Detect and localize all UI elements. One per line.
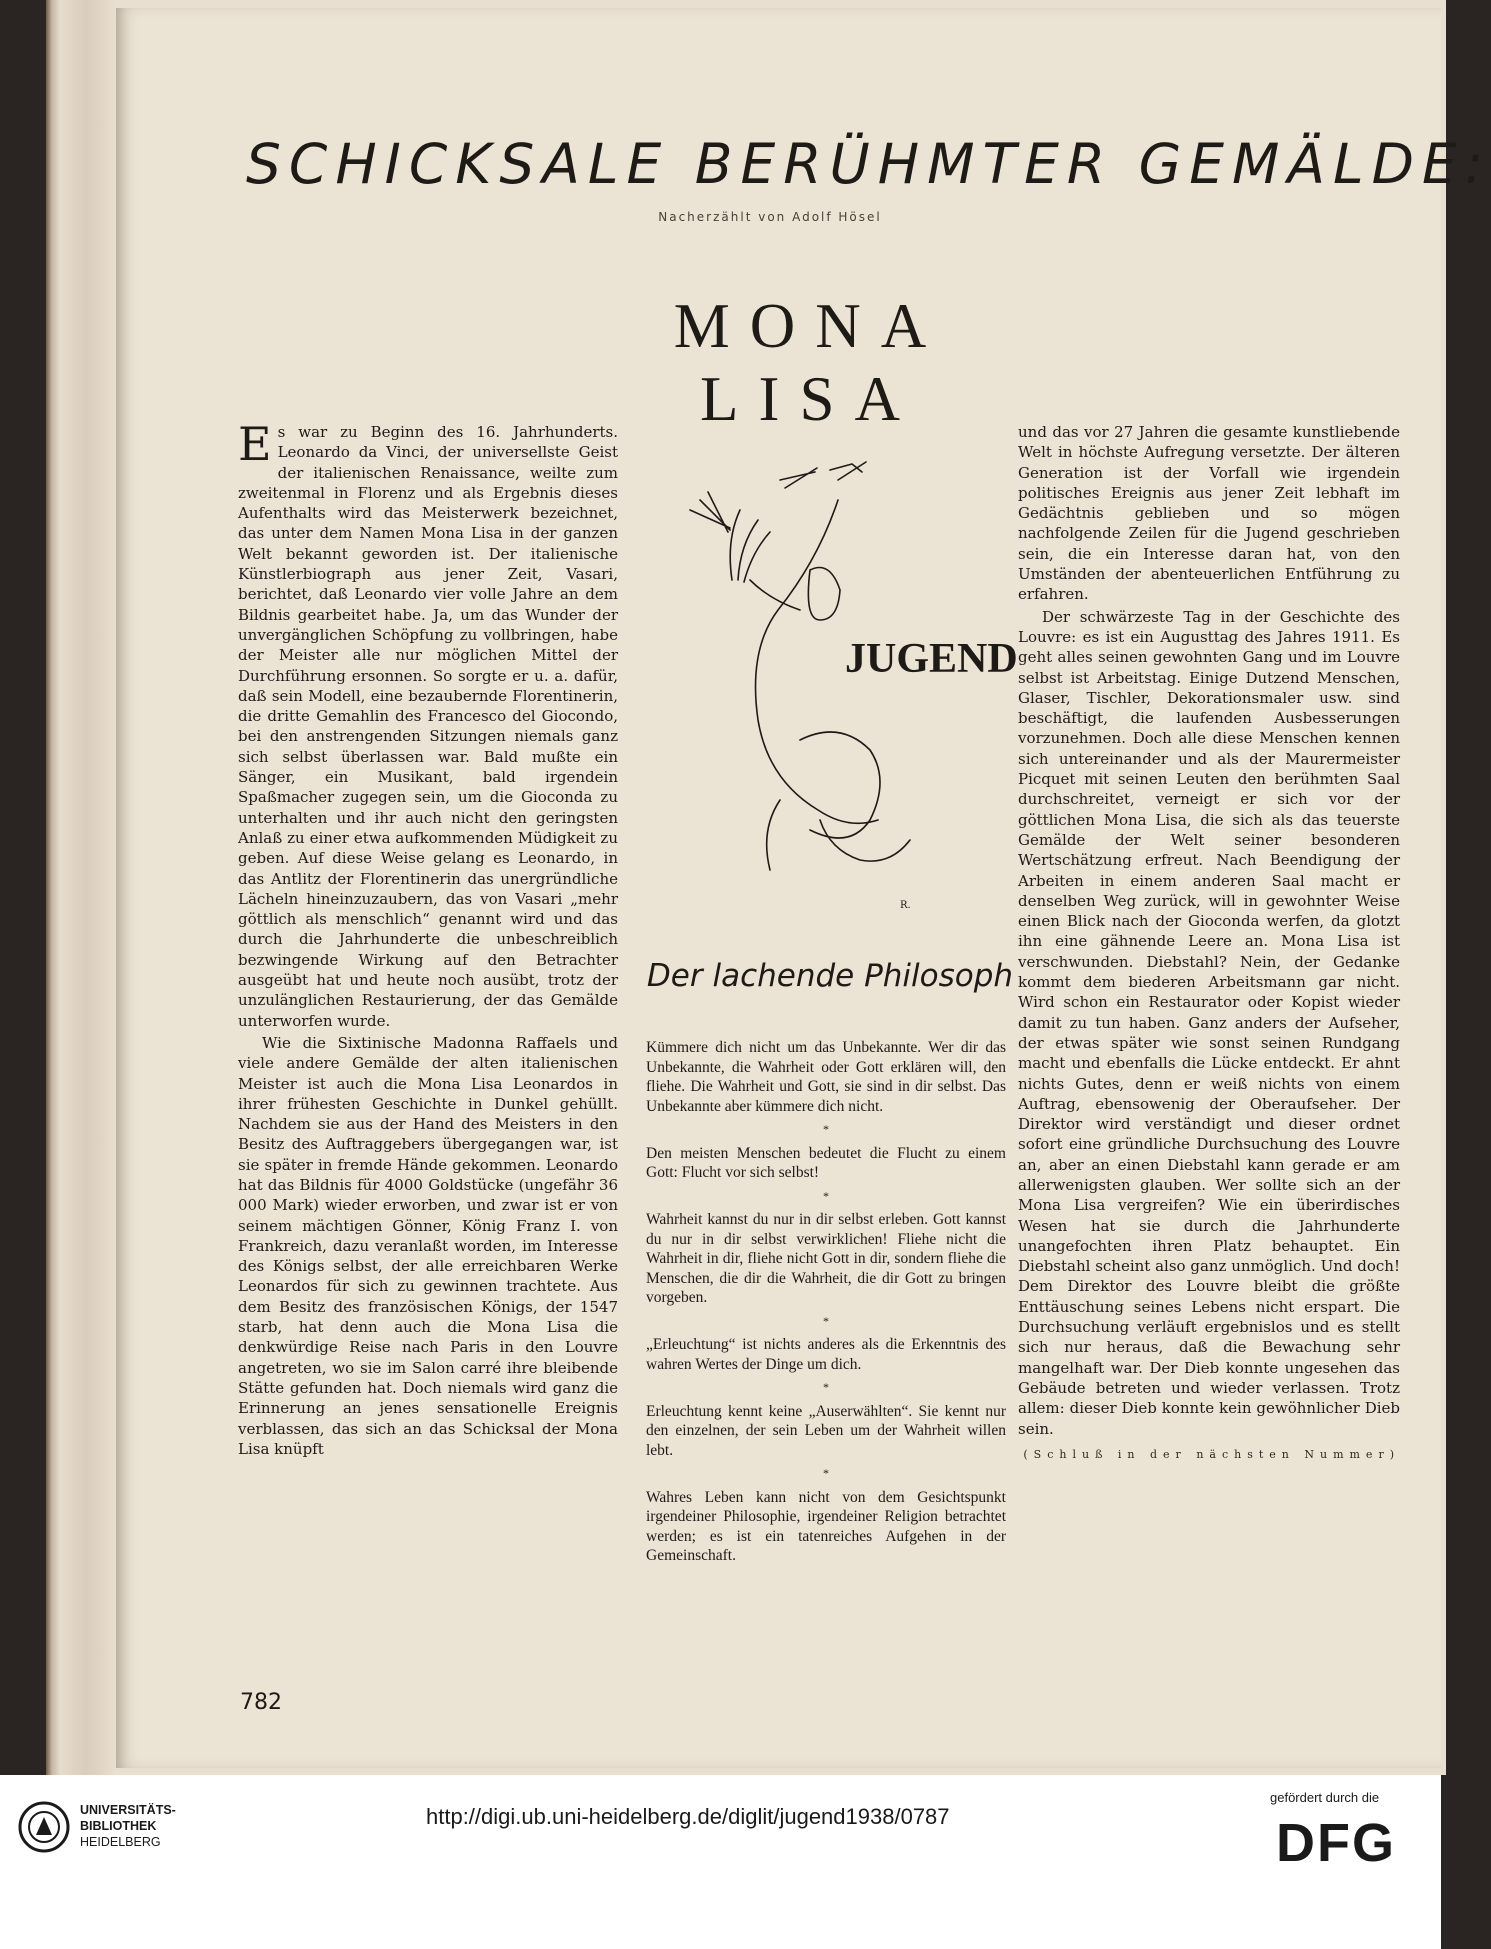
left-paragraph-1: Es war zu Beginn des 16. Jahrhunderts. Leonardo da Vinci, der universellste Geist der italienischen Renaissance, weilte zum zweitenmal in Florenz und als Ergebnis dieses Aufenthalts wird das Meisterwerk bezeichnet, das unter dem Namen Mona Lisa in der ganzen Welt bekannt geworden ist. Der italienische Künstlerbiograph aus jener Zeit, Vasari, berichtet, daß Leonardo vier volle Jahre an dem Bildnis gearbeitet habe. Ja, um das Wunder der unvergänglichen Schöpfung zu vollbringen, habe der Meister alle nur möglichen Mittel der Durchführung ersonnen. So sorgte er u. a. dafür, daß sein Modell, eine bezaubernde Florentinerin, die dritte Gemahlin des Francesco del Giocondo, bei den anstrengenden Sitzungen niemals ganz sich selbst überlassen war. Bald mußte ein Sänger, ein Musikant, bald irgendein Spaßmacher zugegen sein, um die Gioconda zu unterhalten und ihr auch nicht den geringsten Anlaß zu einer etwa aufkommenden Müdigkeit zu geben. Auf diese Weise gelang es Leonardo, in das Antlitz der Florentinerin das unergründliche Lächeln hineinzuzaubern, das von Vasari „mehr göttlich als menschlich“ genannt wird und das durch die Jahrhunderte die unbeschreiblich bezwingende Wirkung auf den Betrachter ausgeübt hat und heute noch ausübt, trotz der unzulänglichen Restaurierung, der das Gemälde unterworfen wurde. <box>238 417 618 1030</box>
funded-by-label: gefördert durch die <box>1270 1790 1380 1805</box>
separator: * <box>823 1380 829 1394</box>
continuation-note: (Schluß in der nächsten Nummer) <box>1023 1447 1400 1461</box>
dfg-logo: DFG <box>1276 1813 1396 1873</box>
right-paragraph-1: und das vor 27 Jahren die gesamte kunstliebende Welt in höchste Aufregung versetzte. Der älteren Generation ist der Vorfall wie irgendein politisches Ereignis aus jener Zeit lebhaft im Gedächtnis geblieben und so mögen nachfolgende Zeilen für die Jugend geschrieben sein, die ein Interesse daran hat, von den Umständen der abenteuerlichen Entführung zu erfahren. <box>1018 423 1400 604</box>
source-url-link[interactable]: http://digi.ub.uni-heidelberg.de/diglit/jugend1938/0787 <box>426 1804 950 1829</box>
bird-right <box>830 462 866 480</box>
author-credit: Nacherzählt von Adolf Hösel <box>658 210 882 224</box>
separator: * <box>823 1122 829 1136</box>
bird-left <box>690 492 730 532</box>
aphorism: Kümmere dich nicht um das Unbekannte. Wer dir das Unbekannte, die Wahrheit oder Gott erklären will, den fliehe. Die Wahrheit und Gott, sie sind in dir selbst. Das Unbekannte aber kümmere dich nicht. <box>646 1039 1006 1115</box>
aphorism: Wahres Leben kann nicht von dem Gesichtspunkt irgendeiner Philosophie, irgendeiner Religion betrachtet werden; es ist ein tatenreiches Aufgehen in der Gemeinschaft. <box>646 1488 1006 1564</box>
aphorisms-column <box>646 1038 1006 1566</box>
university-seal-icon <box>18 1801 70 1853</box>
artist-signature: R. <box>900 900 911 911</box>
separator: * <box>823 1466 829 1480</box>
jugend-illustration <box>660 440 1018 920</box>
right-paragraph-2: Der schwärzeste Tag in der Geschichte des Louvre: es ist ein Augusttag des Jahres 1911. Es geht alles seinen gewohnten Gang und im Louvre selbst ist Arbeitstag. Einige Dutzend Menschen, Glaser, Tischler, Dekorationsmaler usw. sind beschäftigt, die laufenden Ausbesserungen vorzunehmen. Doch alle diese Menschen kennen sich untereinander und als der Maurermeister Picquet mit seinen Leuten den berühmten Saal durchschreitet, verneigt er sich vor der göttlichen Mona Lisa, die sich als das teuerste Gemälde der Welt seiner besonderen Wertschätzung erfreut. Nach Beendigung der Arbeiten in einem anderen Saal macht er denselben Weg zurück, will in gewohnter Weise einen Blick nach der Gioconda werfen, da glotzt ihn eine gähnende Leere an. Mona Lisa ist verschwunden. Diebstahl? Nein, der Gedanke kommt dem biederen Arbeitsmann gar nicht. Wird schon ein Restaurator oder Kopist wieder damit zu tun haben. Ganz anders der Aufseher, der etwas später wie sonst seinen Rundgang macht und ebenfalls die Lücke entdeckt. Er ahnt nichts Gutes, denn er weiß nichts von einem Auftrag, ebensowenig der Oberaufseher. Der Direktor wird verständigt und dieser ordnet sofort eine gründliche Durchsuchung des Louvre an, aber an einen Diebstahl kann gerade er am allerwenigsten glauben. Wer sollte sich an der Mona Lisa vergreifen? Wie ein überirdisches Wesen hat sie durch die Jahrhunderte unangefochten ihren Platz behauptet. Ein Diebstahl scheint also ganz unmöglich. Und doch! Dem Direktor des Louvre bleibt die größte Enttäuschung seines Lebens nicht erspart. Die Durchsuchung verläuft ergebnislos und es stellt sich nur heraus, daß die Bewachung sehr mangelhaft war. Der Dieb konnte ungesehen das Gebäude betreten und wieder verlassen. Trotz allem: dieser Dieb konnte kein gewöhnlicher Dieb sein. <box>1018 607 1400 1438</box>
svg-text:JUGEND: JUGEND <box>845 636 1018 682</box>
aphorism: Den meisten Menschen bedeutet die Flucht zu einem Gott: Flucht vor sich selbst! <box>646 1144 1006 1181</box>
aphorism: Erleuchtung kennt keine „Auserwählten“. Sie kennt nur den einzelnen, der sein Leben um der Wahrheit willen lebt. <box>646 1402 1006 1459</box>
separator: * <box>823 1188 829 1203</box>
left-column <box>238 417 618 1459</box>
right-column <box>1018 422 1400 1465</box>
bird-middle <box>780 468 817 488</box>
library-name: UNIVERSITÄTS- BIBLIOTHEK HEIDELBERG <box>80 1803 176 1849</box>
aphorisms-title: Der lachende Philosoph <box>646 958 1014 994</box>
page-number: 782 <box>240 1690 282 1715</box>
jugend-lettering <box>845 636 1018 682</box>
article-headline: MONA LISA <box>673 291 947 434</box>
aphorism: „Erleuchtung“ ist nichts anderes als die Erkenntnis des wahren Wertes der Dinge um dich. <box>646 1336 1006 1373</box>
separator: * <box>823 1313 829 1328</box>
series-title: SCHICKSALE BERÜHMTER GEMÄLDE: <box>246 132 1491 196</box>
dropcap: E <box>238 417 272 471</box>
left-paragraph-2: Wie die Sixtinische Madonna Raffaels und viele andere Gemälde der alten italienischen Meister ist auch die Mona Lisa Leonardos in ihrer frühesten Geschichte in Dunkel gehüllt. Nachdem sie aus der Hand des Meisters in den Besitz des Auftraggebers übergegangen war, ist sie später in fremde Hände gekommen. Leonardo hat das Bildnis für 4000 Goldstücke (ungefähr 36 000 Mark) wieder erworben, und zwar ist er von seinem mächtigen Gönner, König Franz I. von Frankreich, dazu veranlaßt worden, im Interesse des Königs selbst, der alle erreichbaren Werke Leonardos für sich zu gewinnen trachtete. Aus dem Besitz des französischen Königs, der 1547 starb, hat denn auch die Mona Lisa die denkwürdige Reise nach Paris in den Louvre angetreten, wo sie im Salon carré ihre bleibende Stätte gefunden hat. Doch niemals wird ganz die Erinnerung an jenes sensationelle Ereignis verblassen, das sich an das Schicksal der Mona Lisa knüpft <box>238 1033 618 1458</box>
aphorism: Wahrheit kannst du nur in dir selbst erleben. Gott kannst du nur in dir selbst verwirklichen! Fliehe nicht die Wahrheit in dir, fliehe nicht Gott in dir, sondern fliehe die Menschen, die dir die Wahrheit, die dir Gott zu bringen vorgeben. <box>646 1211 1006 1306</box>
digitization-footer <box>0 1775 1441 1949</box>
